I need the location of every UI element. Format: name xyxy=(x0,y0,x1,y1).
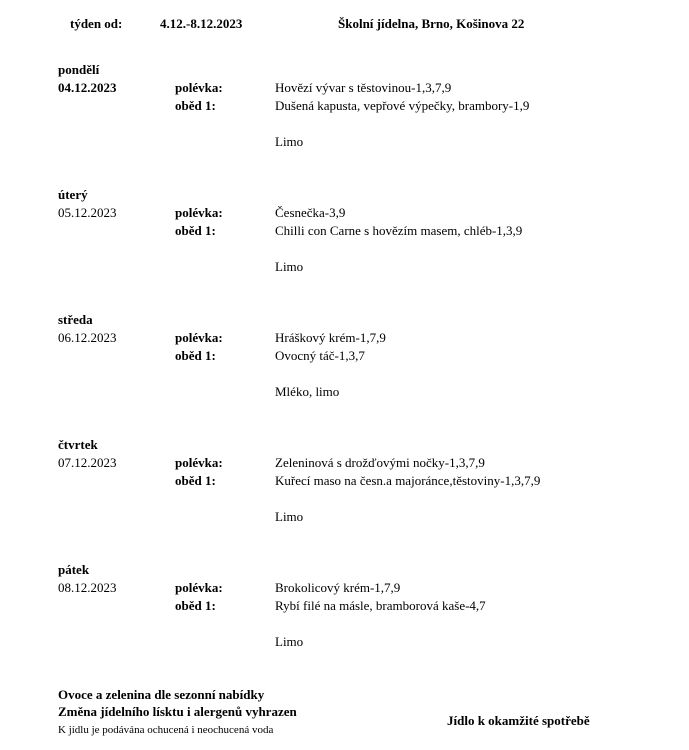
drink-text: Limo xyxy=(275,634,304,649)
day-monday xyxy=(0,61,689,186)
soup-label: polévka: xyxy=(175,330,223,345)
day-name: úterý xyxy=(58,187,88,202)
drink-text: Limo xyxy=(275,134,304,149)
lunch-label: oběd 1: xyxy=(175,98,216,113)
day-tuesday xyxy=(0,186,689,311)
lunch-text: Chilli con Carne s hovězím masem, chléb-1,3,9 xyxy=(275,223,523,238)
lunch-label: oběd 1: xyxy=(175,473,216,488)
day-date: 04.12.2023 xyxy=(58,80,117,95)
lunch-text: Kuřecí maso na česn.a majoránce,těstoviny-1,3,7,9 xyxy=(275,473,541,488)
day-date: 08.12.2023 xyxy=(58,580,117,595)
change-note: Změna jídelního lísktu i alergenů vyhrazen xyxy=(58,704,297,719)
lunch-label: oběd 1: xyxy=(175,598,216,613)
soup-text: Brokolicový krém-1,7,9 xyxy=(275,580,401,595)
day-name: středa xyxy=(58,312,93,327)
soup-text: Hovězí vývar s těstovinou-1,3,7,9 xyxy=(275,80,452,95)
soup-label: polévka: xyxy=(175,80,223,95)
water-note: K jídlu je podávána ochucená i neochucená voda xyxy=(58,724,274,736)
day-date: 05.12.2023 xyxy=(58,205,117,220)
soup-text: Hráškový krém-1,7,9 xyxy=(275,330,386,345)
lunch-label: oběd 1: xyxy=(175,348,216,363)
drink-text: Limo xyxy=(275,259,304,274)
week-label: týden od: xyxy=(70,16,123,31)
lunch-text: Dušená kapusta, vepřové výpečky, brambory-1,9 xyxy=(275,98,530,113)
day-thursday xyxy=(0,436,689,561)
canteen-name: Školní jídelna, Brno, Košinova 22 xyxy=(338,16,525,31)
soup-label: polévka: xyxy=(175,580,223,595)
lunch-text: Ovocný táč-1,3,7 xyxy=(275,348,365,363)
soup-label: polévka: xyxy=(175,455,223,470)
fruit-note: Ovoce a zelenina dle sezonní nabídky xyxy=(58,687,265,702)
soup-text: Česnečka-3,9 xyxy=(275,205,346,220)
day-date: 07.12.2023 xyxy=(58,455,117,470)
day-name: čtvrtek xyxy=(58,437,98,452)
soup-label: polévka: xyxy=(175,205,223,220)
day-friday xyxy=(0,561,689,686)
lunch-label: oběd 1: xyxy=(175,223,216,238)
day-name: pondělí xyxy=(58,62,100,77)
drink-text: Limo xyxy=(275,509,304,524)
drink-text: Mléko, limo xyxy=(275,384,340,399)
day-name: pátek xyxy=(58,562,90,577)
day-date: 06.12.2023 xyxy=(58,330,117,345)
day-wednesday xyxy=(0,311,689,436)
week-range: 4.12.-8.12.2023 xyxy=(160,16,243,31)
lunch-text: Rybí filé na másle, bramborová kaše-4,7 xyxy=(275,598,486,613)
soup-text: Zeleninová s drožďovými nočky-1,3,7,9 xyxy=(275,455,485,470)
consume-note: Jídlo k okamžité spotřebě xyxy=(447,713,590,728)
